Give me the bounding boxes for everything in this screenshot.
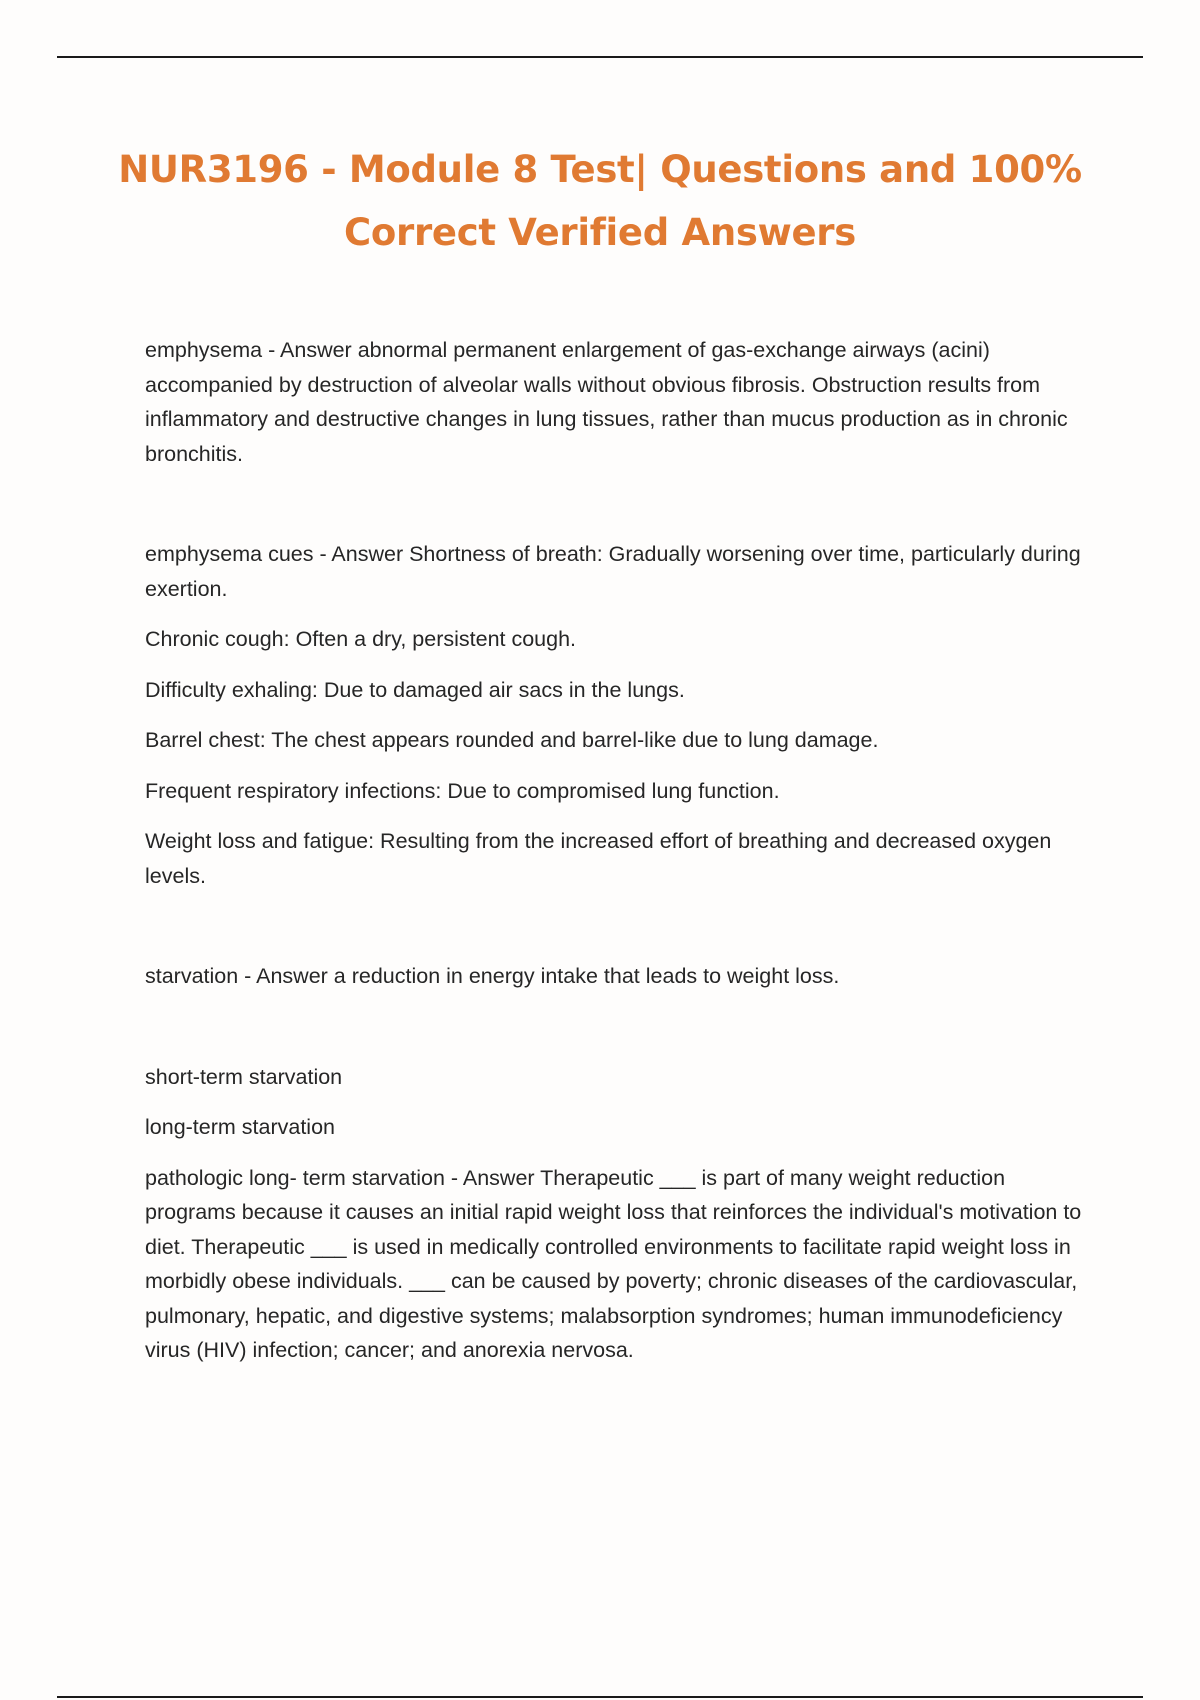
cue-frequent-infections: Frequent respiratory infections: Due to compromised lung function. (145, 778, 780, 803)
footer-rule (57, 1696, 1143, 1698)
header-rule (57, 56, 1143, 58)
cue-weight-loss: Weight loss and fatigue: Resulting from the increased effort of breathing and decreased oxygen levels. (145, 829, 1052, 888)
cue-chronic-cough: Chronic cough: Often a dry, persistent cough. (145, 627, 577, 651)
spacer (145, 909, 1100, 959)
document-title (100, 138, 1100, 264)
entry-emphysema: emphysema - Answer abnormal permanent enlargement of gas-exchange airways (acini) accompanied by destruction of alveolar walls without obvious fibrosis. Obstruction results from inflammatory and destructive changes in lung tissues, rather than mucus production as in chronic bronchitis. (145, 338, 1068, 466)
cue-difficulty-exhaling: Difficulty exhaling: Due to damaged air sacs in the lungs. (145, 677, 685, 702)
entry-long-term-starvation: long-term starvation (145, 1115, 335, 1139)
entry-starvation: starvation - Answer a reduction in energy intake that leads to weight loss. (145, 964, 840, 988)
entry-emphysema-cues: emphysema cues - Answer Shortness of breath: Gradually worsening over time, particularly during exertion. (145, 542, 1081, 601)
spacer (145, 1010, 1100, 1060)
cue-barrel-chest: Barrel chest: The chest appears rounded and barrel-like due to lung damage. (145, 728, 879, 752)
title-line-2: Correct Verified Answers (344, 211, 856, 254)
entry-pathologic-starvation: pathologic long- term starvation - Answer Therapeutic ___ is part of many weight reduction programs because it causes an initial rapid weight loss that reinforces the individual's motivation to diet. Therapeutic ___ is used in medically controlled environments to facilitate rapid weight loss in morbidly obese individuals. ___ can be caused by poverty; chronic diseases of the cardiovascular, pulmonary, hepatic, and digestive systems; malabsorption syndromes; human immunodeficiency virus (HIV) infection; cancer; and anorexia nervosa. (145, 1165, 1082, 1362)
entry-short-term-starvation: short-term starvation (145, 1064, 343, 1089)
title-line-1: NUR3196 - Module 8 Test| Questions and 100% (118, 148, 1082, 191)
document-body (145, 333, 1100, 1384)
spacer (145, 487, 1100, 537)
